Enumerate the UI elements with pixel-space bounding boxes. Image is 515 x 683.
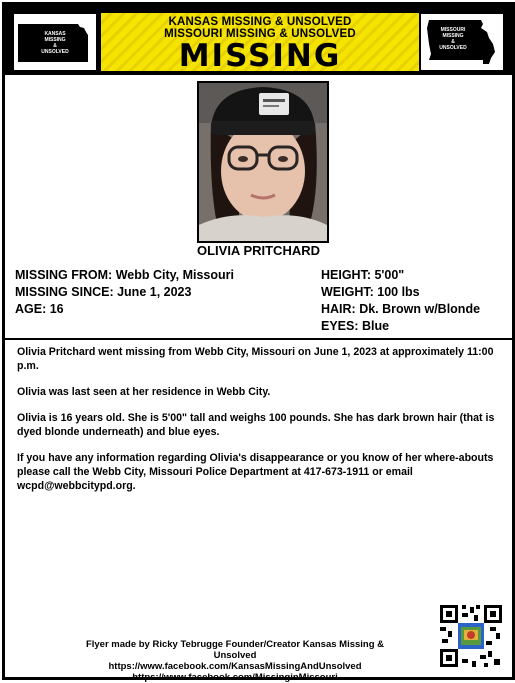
height: HEIGHT: 5'00" (321, 268, 405, 282)
footer (65, 639, 405, 683)
title-banner (101, 13, 419, 71)
missing-from: MISSING FROM: Webb City, Missouri (15, 268, 234, 282)
age: AGE: 16 (15, 302, 64, 316)
details-right (321, 267, 480, 335)
missouri-logo-text: MISSOURI MISSING & UNSOLVED (439, 27, 467, 51)
missouri-logo (420, 13, 504, 71)
flyer-credit: Flyer made by Ricky Tebrugge Founder/Creator Kansas Missing & Unsolved (85, 639, 385, 661)
facebook-link-kansas[interactable]: https://www.facebook.com/KansasMissingAndUnsolved (108, 661, 362, 672)
description (17, 345, 500, 505)
banner-line-missouri: MISSOURI MISSING & UNSOLVED (164, 28, 356, 40)
weight: WEIGHT: 100 lbs (321, 285, 420, 299)
eyes: EYES: Blue (321, 319, 390, 333)
paragraph-contact: If you have any information regarding Olivia's disappearance or you know of her where-abouts please call the Webb City, Missouri Police Department at 417-673-1911 or email wcpd@webbcitypd.org. (17, 452, 494, 492)
kansas-logo-text: KANSAS MISSING & UNSOLVED (41, 31, 69, 55)
banner-title: MISSING (178, 38, 342, 71)
banner-line-kansas: KANSAS MISSING & UNSOLVED (168, 16, 352, 28)
paragraph-disappearance: Olivia Pritchard went missing from Webb City, Missouri on June 1, 2023 at approximately 11:00 p.m. (17, 346, 494, 372)
facebook-link-missouri[interactable]: https://www.facebook.com/MissinginMissouri (132, 672, 338, 683)
kansas-logo (13, 13, 97, 71)
paragraph-last-seen: Olivia was last seen at her residence in Webb City. (17, 386, 271, 398)
person-name: OLIVIA PRITCHARD (196, 243, 321, 258)
qr-code-icon (438, 603, 504, 669)
flyer (2, 2, 515, 683)
missing-since: MISSING SINCE: June 1, 2023 (15, 285, 192, 299)
qr-code[interactable] (438, 603, 504, 669)
divider (5, 338, 512, 340)
paragraph-description: Olivia is 16 years old. She is 5'00" tall and weighs 100 pounds. She has dark brown hair (that is dyed blonde underneath) and blue eyes. (17, 412, 495, 438)
header (5, 5, 512, 75)
missing-person-photo (197, 81, 329, 243)
hair: HAIR: Dk. Brown w/Blonde (321, 302, 481, 316)
details-left (15, 267, 234, 318)
